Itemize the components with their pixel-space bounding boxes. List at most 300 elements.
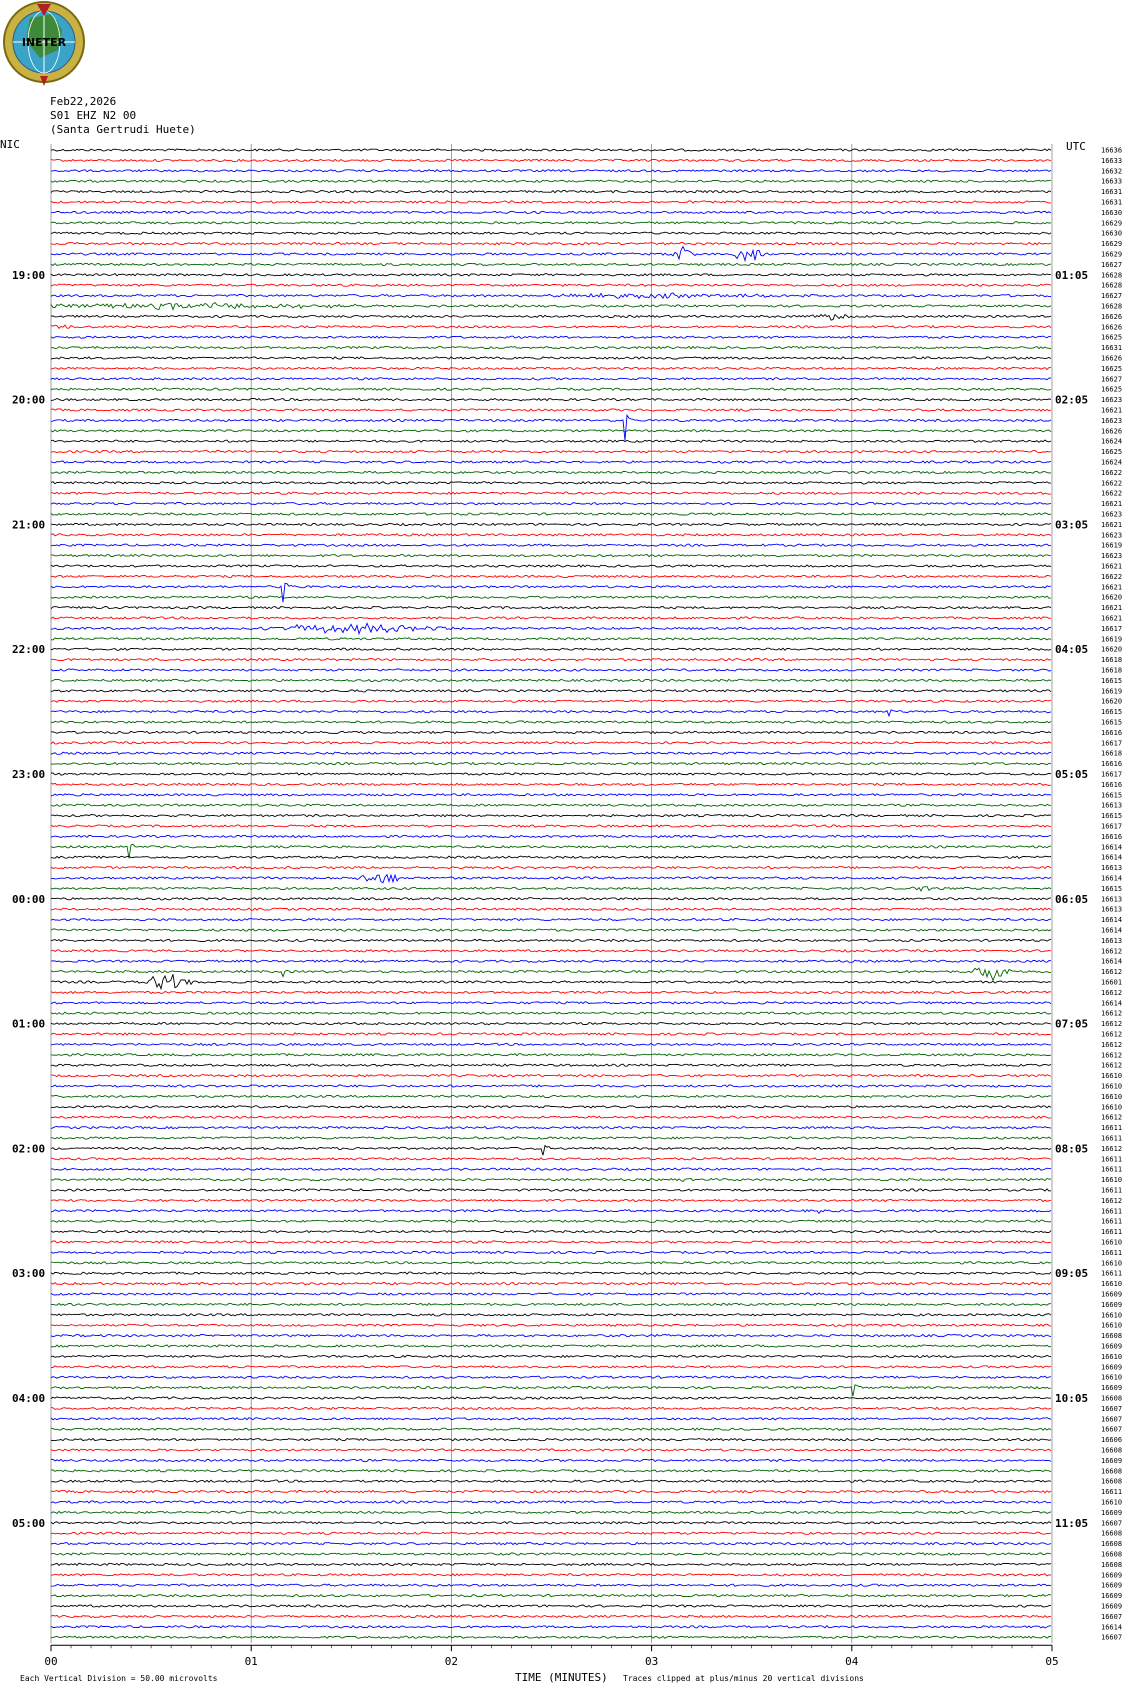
trace-value-label: 16610 [1101, 1259, 1123, 1268]
trace-value-label: 16614 [1101, 926, 1123, 935]
trace-line [51, 367, 1051, 369]
trace-line [51, 815, 1051, 817]
trace-value-label: 16608 [1101, 1467, 1123, 1476]
trace-line [51, 1511, 1051, 1513]
trace-value-label: 16621 [1101, 520, 1123, 529]
trace-line [51, 648, 1051, 650]
trace-line [51, 974, 1051, 988]
trace-line [51, 180, 1051, 182]
trace-value-label: 16629 [1101, 240, 1123, 249]
trace-line [51, 1012, 1051, 1014]
trace-line [51, 451, 1051, 453]
trace-line [51, 1470, 1051, 1472]
trace-line [51, 159, 1051, 161]
trace-line [51, 638, 1051, 640]
trace-value-label: 16619 [1101, 635, 1123, 644]
trace-value-label: 16615 [1101, 791, 1123, 800]
right-time-label: 09:05 [1055, 1267, 1089, 1281]
trace-value-label: 16621 [1101, 562, 1123, 571]
left-time-label: 00:00 [12, 892, 46, 906]
trace-value-label: 16610 [1101, 1352, 1123, 1361]
trace-value-label: 16613 [1101, 895, 1123, 904]
trace-line [51, 783, 1051, 785]
trace-line [51, 378, 1051, 380]
trace-line [51, 243, 1051, 245]
trace-value-label: 16614 [1101, 916, 1123, 925]
trace-line [51, 929, 1051, 931]
trace-line [51, 440, 1051, 442]
trace-line [51, 1075, 1051, 1077]
trace-line [51, 1064, 1051, 1066]
trace-line [51, 534, 1051, 536]
trace-value-label: 16627 [1101, 292, 1123, 301]
trace-line [51, 700, 1051, 702]
trace-value-label: 16628 [1101, 271, 1123, 280]
trace-value-label: 16630 [1101, 229, 1123, 238]
trace-line [51, 1127, 1051, 1129]
trace-value-label: 16611 [1101, 1248, 1123, 1257]
trace-line [51, 222, 1051, 224]
trace-line [51, 710, 1051, 716]
trace-value-label: 16620 [1101, 645, 1123, 654]
trace-value-label: 16619 [1101, 541, 1123, 550]
trace-value-label: 16608 [1101, 1394, 1123, 1403]
x-tick-label: 05 [1045, 1655, 1059, 1669]
left-time-label: 23:00 [12, 768, 46, 781]
trace-value-label: 16612 [1101, 947, 1123, 956]
trace-line [51, 596, 1051, 598]
trace-line [51, 679, 1051, 681]
trace-value-label: 16607 [1101, 1415, 1123, 1424]
trace-value-label: 16607 [1101, 1519, 1123, 1528]
trace-value-label: 16620 [1101, 593, 1123, 602]
trace-line [51, 325, 1051, 328]
trace-line [51, 1501, 1051, 1503]
trace-line [51, 1543, 1051, 1545]
trace-value-label: 16621 [1101, 406, 1123, 415]
station-code: S01 EHZ N2 00 [50, 109, 137, 122]
trace-value-label: 16609 [1101, 1602, 1123, 1611]
trace-value-label: 16632 [1101, 167, 1123, 176]
x-axis-title: TIME (MINUTES) [515, 1671, 608, 1684]
trace-line [51, 1043, 1051, 1045]
trace-line [51, 315, 1051, 321]
trace-line [51, 1106, 1051, 1108]
trace-line [51, 1553, 1051, 1555]
trace-line [51, 887, 1051, 891]
trace-value-label: 16601 [1101, 978, 1123, 987]
left-time-label: 21:00 [12, 518, 46, 532]
right-time-label: 11:05 [1055, 1516, 1089, 1530]
trace-value-label: 16614 [1101, 874, 1123, 883]
trace-line [51, 919, 1051, 921]
trace-line [51, 1449, 1051, 1451]
trace-line [51, 1428, 1051, 1430]
trace-value-label: 16612 [1101, 1144, 1123, 1153]
trace-line [51, 1293, 1051, 1295]
trace-value-label: 16610 [1101, 1498, 1123, 1507]
trace-value-label: 16625 [1101, 385, 1123, 394]
trace-line [51, 731, 1051, 733]
trace-value-label: 16610 [1101, 1103, 1123, 1112]
trace-value-label: 16615 [1101, 812, 1123, 821]
trace-line [51, 1532, 1051, 1534]
trace-line [51, 1210, 1051, 1214]
trace-value-label: 16606 [1101, 1436, 1123, 1445]
left-time-label: 20:00 [12, 393, 46, 407]
trace-value-label: 16627 [1101, 260, 1123, 269]
trace-line [51, 336, 1051, 338]
trace-value-label: 16631 [1101, 198, 1123, 207]
trace-line [51, 399, 1051, 401]
clip-note: Traces clipped at plus/minus 20 vertical divisions [623, 1674, 864, 1683]
trace-value-label: 16619 [1101, 687, 1123, 696]
trace-line [51, 1054, 1051, 1056]
trace-line [51, 908, 1051, 910]
trace-line [51, 211, 1051, 213]
trace-value-label: 16616 [1101, 760, 1123, 769]
trace-value-label: 16612 [1101, 1061, 1123, 1070]
trace-value-label: 16626 [1101, 354, 1123, 363]
trace-line [51, 575, 1051, 577]
trace-value-label: 16612 [1101, 1009, 1123, 1018]
trace-line [51, 617, 1051, 619]
trace-line [51, 950, 1051, 952]
trace-value-label: 16609 [1101, 1508, 1123, 1517]
trace-line [51, 284, 1051, 286]
trace-line [51, 170, 1051, 172]
trace-value-label: 16617 [1101, 624, 1123, 633]
station-location: (Santa Gertrudi Huete) [50, 123, 196, 136]
trace-value-label: 16631 [1101, 344, 1123, 353]
trace-value-label: 16608 [1101, 1332, 1123, 1341]
trace-value-label: 16611 [1101, 1488, 1123, 1497]
trace-line [51, 690, 1051, 692]
left-time-label: 01:00 [12, 1017, 46, 1031]
right-time-label: 05:05 [1055, 768, 1089, 781]
trace-line [51, 1491, 1051, 1493]
trace-value-label: 16615 [1101, 718, 1123, 727]
trace-value-label: 16607 [1101, 1633, 1123, 1642]
trace-line [51, 430, 1051, 432]
trace-value-label: 16612 [1101, 1030, 1123, 1039]
trace-value-label: 16621 [1101, 583, 1123, 592]
trace-line [51, 1418, 1051, 1420]
trace-line [51, 607, 1051, 609]
trace-value-label: 16608 [1101, 1529, 1123, 1538]
trace-line [51, 867, 1051, 869]
trace-value-label: 16611 [1101, 1186, 1123, 1195]
trace-value-label: 16621 [1101, 604, 1123, 613]
trace-value-label: 16610 [1101, 1072, 1123, 1081]
trace-value-label: 16611 [1101, 1217, 1123, 1226]
trace-line [51, 1314, 1051, 1316]
right-time-label: 04:05 [1055, 643, 1089, 657]
left-time-label: 03:00 [12, 1267, 46, 1281]
trace-value-label: 16607 [1101, 1404, 1123, 1413]
trace-value-label: 16622 [1101, 479, 1123, 488]
trace-line [51, 1168, 1051, 1170]
trace-value-label: 16628 [1101, 281, 1123, 290]
trace-line [51, 1324, 1051, 1326]
trace-value-label: 16610 [1101, 1373, 1123, 1382]
trace-line [51, 471, 1051, 473]
trace-value-label: 16625 [1101, 333, 1123, 342]
trace-value-label: 16629 [1101, 219, 1123, 228]
trace-line [51, 1397, 1051, 1399]
trace-value-label: 16609 [1101, 1384, 1123, 1393]
svg-text:INETER: INETER [21, 36, 67, 49]
trace-value-label: 16615 [1101, 676, 1123, 685]
trace-line [51, 968, 1051, 980]
trace-value-label: 16610 [1101, 1176, 1123, 1185]
trace-value-label: 16612 [1101, 1040, 1123, 1049]
trace-value-label: 16614 [1101, 1623, 1123, 1632]
trace-value-label: 16624 [1101, 458, 1123, 467]
trace-line [51, 1626, 1051, 1628]
trace-value-label: 16611 [1101, 1228, 1123, 1237]
trace-line [51, 247, 1051, 261]
trace-value-label: 16612 [1101, 1051, 1123, 1060]
trace-line [51, 794, 1051, 796]
trace-value-label: 16612 [1101, 988, 1123, 997]
trace-line [51, 149, 1051, 151]
trace-value-label: 16617 [1101, 770, 1123, 779]
trace-value-label: 16625 [1101, 448, 1123, 457]
trace-line [51, 1345, 1051, 1347]
trace-value-label: 16622 [1101, 572, 1123, 581]
trace-value-label: 16633 [1101, 156, 1123, 165]
trace-line [51, 659, 1051, 661]
trace-value-label: 16609 [1101, 1290, 1123, 1299]
trace-value-label: 16624 [1101, 437, 1123, 446]
trace-line [51, 1262, 1051, 1264]
trace-value-label: 16609 [1101, 1581, 1123, 1590]
trace-line [51, 1231, 1051, 1233]
trace-line [51, 1116, 1051, 1118]
trace-line [51, 492, 1051, 494]
trace-value-label: 16609 [1101, 1363, 1123, 1372]
trace-value-label: 16631 [1101, 188, 1123, 197]
right-time-label: 07:05 [1055, 1017, 1089, 1031]
left-time-label: 04:00 [12, 1392, 46, 1405]
trace-value-label: 16618 [1101, 749, 1123, 758]
trace-line [51, 1480, 1051, 1482]
x-tick-label: 04 [845, 1655, 859, 1669]
trace-line [51, 1272, 1051, 1274]
trace-line [51, 1033, 1051, 1035]
trace-value-label: 16608 [1101, 1446, 1123, 1455]
record-date: Feb22,2026 [50, 95, 117, 108]
trace-value-label: 16616 [1101, 832, 1123, 841]
trace-line [51, 263, 1051, 265]
trace-line [51, 623, 1051, 633]
trace-line [51, 1085, 1051, 1087]
trace-value-label: 16613 [1101, 864, 1123, 873]
trace-line [51, 409, 1051, 411]
trace-value-label: 16611 [1101, 1124, 1123, 1133]
trace-line [51, 513, 1051, 515]
trace-value-label: 16612 [1101, 1196, 1123, 1205]
trace-line [51, 1376, 1051, 1378]
trace-line [51, 742, 1051, 744]
trace-value-label: 16609 [1101, 1300, 1123, 1309]
trace-line [51, 875, 1051, 883]
trace-value-label: 16626 [1101, 323, 1123, 332]
trace-value-label: 16611 [1101, 1165, 1123, 1174]
trace-value-label: 16609 [1101, 1456, 1123, 1465]
trace-value-label: 16625 [1101, 364, 1123, 373]
trace-value-label: 16614 [1101, 853, 1123, 862]
trace-value-label: 16608 [1101, 1540, 1123, 1549]
trace-line [51, 1241, 1051, 1243]
trace-value-label: 16612 [1101, 1020, 1123, 1029]
trace-value-label: 16607 [1101, 1612, 1123, 1621]
trace-line [51, 1023, 1051, 1025]
division-note: Each Vertical Division = 50.00 microvolts [20, 1674, 218, 1683]
trace-line [51, 1335, 1051, 1337]
trace-value-label: 16610 [1101, 1082, 1123, 1091]
trace-value-label: 16626 [1101, 427, 1123, 436]
trace-line [51, 1220, 1051, 1222]
left-time-label: 19:00 [12, 268, 46, 282]
trace-value-label: 16611 [1101, 1134, 1123, 1143]
trace-value-label: 16618 [1101, 666, 1123, 675]
trace-value-label: 16621 [1101, 500, 1123, 509]
trace-line [51, 1199, 1051, 1201]
trace-line [51, 347, 1051, 349]
trace-value-label: 16627 [1101, 375, 1123, 384]
trace-line [51, 1283, 1051, 1285]
trace-line [51, 763, 1051, 765]
trace-value-label: 16607 [1101, 1425, 1123, 1434]
trace-line [51, 503, 1051, 505]
trace-value-label: 16623 [1101, 416, 1123, 425]
right-time-label: 01:05 [1055, 268, 1089, 282]
trace-line [51, 960, 1051, 962]
left-time-label: 02:00 [12, 1142, 46, 1156]
trace-value-label: 16630 [1101, 208, 1123, 217]
trace-line [51, 773, 1051, 775]
trace-line [51, 388, 1051, 390]
trace-value-label: 16613 [1101, 936, 1123, 945]
right-time-label: 06:05 [1055, 892, 1089, 906]
trace-line [51, 415, 1051, 440]
trace-value-label: 16617 [1101, 822, 1123, 831]
trace-line [51, 1459, 1051, 1461]
trace-value-label: 16610 [1101, 1238, 1123, 1247]
trace-value-label: 16623 [1101, 396, 1123, 405]
trace-value-label: 16616 [1101, 728, 1123, 737]
x-tick-label: 02 [444, 1655, 459, 1669]
trace-value-label: 16610 [1101, 1280, 1123, 1289]
trace-value-label: 16613 [1101, 905, 1123, 914]
trace-line [51, 1574, 1051, 1576]
trace-value-label: 16608 [1101, 1477, 1123, 1486]
trace-value-label: 16629 [1101, 250, 1123, 259]
trace-line [51, 1189, 1051, 1191]
trace-line [51, 1366, 1051, 1368]
trace-line [51, 1615, 1051, 1617]
trace-value-label: 16618 [1101, 656, 1123, 665]
trace-value-label: 16615 [1101, 884, 1123, 893]
trace-line [51, 835, 1051, 837]
trace-line [51, 1355, 1051, 1357]
trace-line [51, 1605, 1051, 1607]
trace-line [51, 1439, 1051, 1441]
trace-line [51, 274, 1051, 276]
trace-line [51, 669, 1051, 671]
trace-value-label: 16614 [1101, 843, 1123, 852]
trace-value-label: 16608 [1101, 1560, 1123, 1569]
trace-line [51, 721, 1051, 723]
trace-value-label: 16614 [1101, 957, 1123, 966]
left-time-label: 22:00 [12, 643, 46, 657]
right-time-label: 08:05 [1055, 1142, 1089, 1156]
trace-line [51, 357, 1051, 359]
trace-value-label: 16636 [1101, 146, 1123, 155]
trace-value-label: 16610 [1101, 1321, 1123, 1330]
trace-value-label: 16617 [1101, 739, 1123, 748]
trace-value-label: 16612 [1101, 968, 1123, 977]
trace-line [51, 1522, 1051, 1524]
right-timezone: UTC [1066, 140, 1086, 153]
left-timezone: NIC [0, 138, 20, 151]
trace-line [51, 1137, 1051, 1139]
right-time-label: 10:05 [1055, 1392, 1089, 1405]
trace-line [51, 1002, 1051, 1004]
trace-value-label: 16628 [1101, 302, 1123, 311]
trace-value-label: 16615 [1101, 708, 1123, 717]
trace-value-label: 16608 [1101, 1550, 1123, 1559]
trace-line [51, 1563, 1051, 1565]
trace-value-label: 16621 [1101, 614, 1123, 623]
trace-value-label: 16620 [1101, 697, 1123, 706]
trace-line [51, 804, 1051, 806]
trace-value-label: 16623 [1101, 531, 1123, 540]
trace-value-label: 16610 [1101, 1311, 1123, 1320]
trace-line [51, 461, 1051, 463]
trace-line [51, 1303, 1051, 1305]
left-time-label: 05:00 [12, 1516, 46, 1530]
trace-line [51, 1385, 1051, 1396]
trace-line [51, 523, 1051, 525]
trace-value-label: 16609 [1101, 1592, 1123, 1601]
right-time-label: 02:05 [1055, 393, 1089, 407]
x-tick-label: 01 [244, 1655, 258, 1669]
trace-value-label: 16623 [1101, 552, 1123, 561]
trace-line [51, 1407, 1051, 1409]
trace-value-label: 16616 [1101, 780, 1123, 789]
trace-line [51, 1179, 1051, 1182]
trace-value-label: 16626 [1101, 312, 1123, 321]
trace-line [51, 201, 1051, 203]
trace-line [51, 898, 1051, 900]
trace-value-label: 16612 [1101, 1113, 1123, 1122]
trace-line [51, 1146, 1051, 1156]
trace-value-label: 16622 [1101, 489, 1123, 498]
trace-line [51, 1158, 1051, 1160]
trace-value-label: 16609 [1101, 1571, 1123, 1580]
trace-value-label: 16633 [1101, 177, 1123, 186]
trace-line [51, 544, 1051, 546]
trace-value-label: 16613 [1101, 801, 1123, 810]
trace-value-label: 16610 [1101, 1092, 1123, 1101]
trace-value-label: 16611 [1101, 1155, 1123, 1164]
trace-line [51, 856, 1051, 858]
trace-line [51, 555, 1051, 557]
trace-line [51, 303, 1051, 310]
